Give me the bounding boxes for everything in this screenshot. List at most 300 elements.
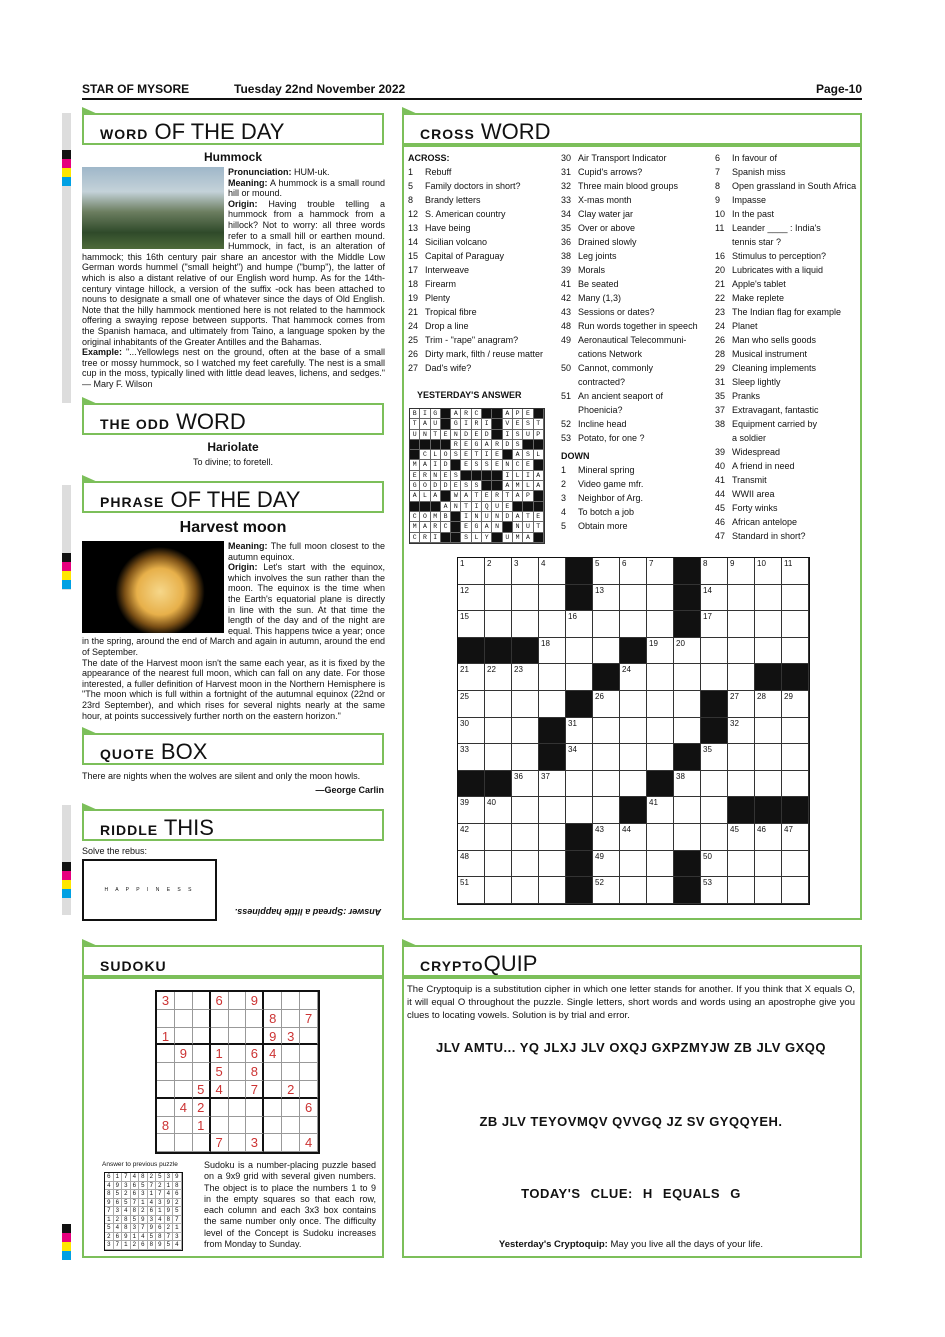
sudoku-cell[interactable]	[229, 1045, 247, 1063]
black-square	[458, 638, 485, 665]
sudoku-cell[interactable]	[264, 1117, 282, 1135]
crossword-cell[interactable]	[755, 585, 782, 612]
answer-cell: 5	[139, 1182, 148, 1191]
crossword-cell[interactable]: 51	[458, 877, 485, 904]
answer-cell: L	[513, 471, 523, 481]
example-label: Example:	[82, 347, 123, 358]
quote-text: There are nights when the wolves are silent and only the moon howls.	[82, 771, 361, 781]
sudoku-cell[interactable]	[157, 1045, 175, 1063]
crossword-cell[interactable]	[647, 744, 674, 771]
crossword-cell[interactable]	[782, 611, 809, 638]
crossword-cell[interactable]	[674, 718, 701, 745]
crossword-cell[interactable]	[701, 797, 728, 824]
crossword-cell[interactable]: 50	[701, 851, 728, 878]
crossword-cell[interactable]: 46	[755, 824, 782, 851]
crossword-cell[interactable]: 30	[458, 718, 485, 745]
sudoku-cell[interactable]	[300, 1081, 318, 1099]
crossword-cell[interactable]	[782, 851, 809, 878]
clue: 8 Open grassland in South Africa	[715, 181, 857, 191]
crossword-cell[interactable]: 44	[620, 824, 647, 851]
answer-cell: R	[472, 419, 482, 429]
crossword-cell[interactable]	[728, 877, 755, 904]
crossword-cell[interactable]	[755, 771, 782, 798]
clue: 36 Drained slowly	[561, 237, 637, 247]
crossword-cell[interactable]	[485, 744, 512, 771]
sudoku-cell[interactable]: 2	[193, 1099, 211, 1117]
crossword-cell[interactable]	[728, 851, 755, 878]
sudoku-cell[interactable]: 9	[264, 1028, 282, 1046]
clue: 37 Extravagant, fantastic	[715, 405, 819, 415]
sudoku-cell[interactable]: 3	[282, 1028, 300, 1046]
sudoku-cell[interactable]	[282, 1117, 300, 1135]
sudoku-cell[interactable]	[300, 1028, 318, 1046]
sudoku-cell[interactable]	[211, 1117, 229, 1135]
crossword-cell[interactable]	[701, 664, 728, 691]
answer-cell: O	[420, 481, 430, 491]
sudoku-cell[interactable]	[229, 1028, 247, 1046]
black-square	[512, 638, 539, 665]
crossword-grid[interactable]	[457, 557, 810, 905]
crossword-cell[interactable]: 43	[593, 824, 620, 851]
crossword-cell[interactable]	[782, 638, 809, 665]
sudoku-cell[interactable]: 6	[211, 992, 229, 1010]
sudoku-cell[interactable]	[300, 1063, 318, 1081]
crossword-cell[interactable]: 40	[485, 797, 512, 824]
crossword-cell[interactable]	[593, 771, 620, 798]
sudoku-cell[interactable]: 4	[211, 1081, 229, 1099]
crossword-cell[interactable]	[728, 771, 755, 798]
crossword-cell[interactable]: 25	[458, 691, 485, 718]
answer-cell: D	[503, 440, 513, 450]
sudoku-cell[interactable]	[282, 1134, 300, 1152]
sudoku-cell[interactable]	[229, 1063, 247, 1081]
crossword-cell[interactable]: 42	[458, 824, 485, 851]
sudoku-cell[interactable]	[229, 1099, 247, 1117]
sudoku-cell[interactable]	[246, 1117, 264, 1135]
sudoku-cell[interactable]: 4	[175, 1099, 193, 1117]
answer-cell: M	[410, 460, 420, 470]
sudoku-cell[interactable]: 5	[193, 1081, 211, 1099]
sudoku-cell[interactable]	[175, 1081, 193, 1099]
sudoku-cell[interactable]	[264, 1081, 282, 1099]
answer-cell: 9	[114, 1182, 123, 1191]
answer-cell: P	[523, 491, 533, 501]
crossword-cell[interactable]	[566, 771, 593, 798]
crossword-cell[interactable]	[674, 797, 701, 824]
crossword-cell[interactable]	[647, 824, 674, 851]
crossword-cell[interactable]	[539, 797, 566, 824]
answer-cell: L	[523, 481, 533, 491]
sudoku-cell[interactable]	[157, 1010, 175, 1028]
crossword-cell[interactable]: 14	[701, 585, 728, 612]
crossword-cell[interactable]	[593, 797, 620, 824]
crossword-cell[interactable]: 9	[728, 558, 755, 585]
answer-cell: 8	[156, 1233, 165, 1242]
crossword-cell[interactable]: 48	[458, 851, 485, 878]
crossword-cell[interactable]	[647, 611, 674, 638]
sudoku-cell[interactable]: 4	[300, 1134, 318, 1152]
crossword-cell[interactable]	[620, 718, 647, 745]
answer-cell: 3	[105, 1241, 114, 1250]
answer-cell: 1	[131, 1233, 140, 1242]
sudoku-cell[interactable]	[229, 992, 247, 1010]
answer-cell: A	[523, 533, 533, 543]
crossword-cell[interactable]	[566, 638, 593, 665]
answer-cell: I	[461, 512, 471, 522]
crossword-cell[interactable]: 38	[674, 771, 701, 798]
crossword-cell[interactable]	[485, 718, 512, 745]
sudoku-grid[interactable]	[155, 990, 320, 1154]
crossword-cell[interactable]	[566, 664, 593, 691]
answer-cell: E	[461, 460, 471, 470]
crossword-cell[interactable]	[728, 585, 755, 612]
answer-cell: E	[523, 460, 533, 470]
answer-cell: 8	[131, 1207, 140, 1216]
clue: 1 Rebuff	[408, 167, 452, 177]
crossword-cell[interactable]	[512, 611, 539, 638]
crossword-cell[interactable]: 33	[458, 744, 485, 771]
sudoku-cell[interactable]	[229, 1117, 247, 1135]
crossword-cell[interactable]	[512, 585, 539, 612]
answer-cell: 2	[148, 1173, 157, 1182]
sudoku-cell[interactable]	[264, 1099, 282, 1117]
sudoku-cell[interactable]	[157, 1063, 175, 1081]
crossword-cell[interactable]	[539, 691, 566, 718]
answer-cell	[451, 522, 461, 532]
answer-cell: I	[482, 450, 492, 460]
crossword-cell[interactable]: 27	[728, 691, 755, 718]
crossword-cell[interactable]	[701, 824, 728, 851]
crossword-cell[interactable]: 17	[701, 611, 728, 638]
crossword-cell[interactable]	[593, 718, 620, 745]
sudoku-cell[interactable]	[300, 992, 318, 1010]
answer-cell: N	[431, 471, 441, 481]
word-of-day-title	[82, 113, 384, 145]
crossword-cell[interactable]	[485, 585, 512, 612]
answer-cell: 9	[165, 1199, 174, 1208]
crossword-cell[interactable]	[755, 744, 782, 771]
crossword-cell[interactable]	[647, 691, 674, 718]
crossword-cell[interactable]: 18	[539, 638, 566, 665]
sudoku-cell[interactable]: 3	[157, 992, 175, 1010]
crossword-cell[interactable]: 24	[620, 664, 647, 691]
crossword-cell[interactable]	[755, 638, 782, 665]
crossword-cell[interactable]: 45	[728, 824, 755, 851]
answer-cell: 5	[156, 1173, 165, 1182]
quote-author: —George Carlin	[315, 785, 384, 795]
black-square	[674, 585, 701, 612]
sudoku-cell[interactable]	[175, 1028, 193, 1046]
crossword-cell[interactable]: 3	[512, 558, 539, 585]
crossword-cell[interactable]: 5	[593, 558, 620, 585]
crossword-cell[interactable]: 2	[485, 558, 512, 585]
sudoku-cell[interactable]: 2	[282, 1081, 300, 1099]
crossword-cell[interactable]	[782, 718, 809, 745]
crossword-cell[interactable]: 53	[701, 877, 728, 904]
answer-cell: S	[451, 471, 461, 481]
answer-cell: B	[410, 409, 420, 419]
crossword-cell[interactable]	[728, 611, 755, 638]
crossword-cell[interactable]	[647, 664, 674, 691]
crossword-cell[interactable]	[755, 718, 782, 745]
crossword-cell[interactable]: 4	[539, 558, 566, 585]
sudoku-cell[interactable]	[211, 1099, 229, 1117]
crossword-cell[interactable]: 20	[674, 638, 701, 665]
sudoku-cell[interactable]	[193, 992, 211, 1010]
sudoku-cell[interactable]: 8	[264, 1010, 282, 1028]
sudoku-cell[interactable]	[193, 1134, 211, 1152]
crossword-cell[interactable]: 41	[647, 797, 674, 824]
crossword-cell[interactable]	[512, 691, 539, 718]
crossword-cell[interactable]	[674, 691, 701, 718]
answer-cell: E	[523, 409, 533, 419]
answer-cell: 4	[105, 1182, 114, 1191]
crossword-cell[interactable]	[755, 851, 782, 878]
crossword-cell[interactable]	[674, 824, 701, 851]
title-small: QUOTE	[100, 746, 155, 762]
crossword-cell[interactable]	[728, 664, 755, 691]
crossword-cell[interactable]	[566, 797, 593, 824]
sudoku-cell[interactable]: 1	[157, 1028, 175, 1046]
answer-cell	[534, 440, 544, 450]
sudoku-cell[interactable]	[246, 1010, 264, 1028]
sudoku-cell[interactable]	[193, 1045, 211, 1063]
answer-cell: 7	[165, 1233, 174, 1242]
crossword-cell[interactable]: 36	[512, 771, 539, 798]
answer-cell: R	[451, 440, 461, 450]
crossword-cell[interactable]	[485, 877, 512, 904]
crossword-cell[interactable]: 12	[458, 585, 485, 612]
crossword-cell[interactable]	[782, 877, 809, 904]
crossword-cell[interactable]: 19	[647, 638, 674, 665]
crossword-cell[interactable]	[512, 851, 539, 878]
answer-cell: O	[420, 512, 430, 522]
answer-cell: I	[431, 533, 441, 543]
crossword-cell[interactable]: 1	[458, 558, 485, 585]
crossword-cell[interactable]	[674, 664, 701, 691]
sudoku-cell[interactable]	[282, 1010, 300, 1028]
odd-word-title	[82, 403, 384, 435]
sudoku-cell[interactable]: 6	[300, 1099, 318, 1117]
crossword-cell[interactable]	[701, 638, 728, 665]
sudoku-cell[interactable]: 9	[175, 1045, 193, 1063]
sudoku-cell[interactable]	[282, 1099, 300, 1117]
crossword-cell[interactable]: 11	[782, 558, 809, 585]
answer-cell: T	[523, 512, 533, 522]
crossword-cell[interactable]	[539, 877, 566, 904]
crossword-cell[interactable]	[620, 585, 647, 612]
crossword-cell[interactable]	[620, 877, 647, 904]
sudoku-cell[interactable]: 7	[300, 1010, 318, 1028]
sudoku-cell[interactable]	[300, 1117, 318, 1135]
across-col1	[408, 151, 558, 375]
crossword-cell[interactable]	[647, 585, 674, 612]
sudoku-cell[interactable]	[175, 1063, 193, 1081]
crossword-cell[interactable]: 13	[593, 585, 620, 612]
crossword-cell[interactable]	[647, 877, 674, 904]
crossword-cell[interactable]	[485, 691, 512, 718]
sudoku-cell[interactable]	[264, 992, 282, 1010]
crossword-cell[interactable]	[782, 585, 809, 612]
sudoku-cell[interactable]	[229, 1134, 247, 1152]
sudoku-cell[interactable]: 7	[211, 1134, 229, 1152]
answer-cell: 9	[105, 1199, 114, 1208]
sudoku-cell[interactable]	[211, 1010, 229, 1028]
crossword-cell[interactable]: 32	[728, 718, 755, 745]
sudoku-cell[interactable]: 8	[246, 1063, 264, 1081]
sudoku-cell[interactable]	[193, 1063, 211, 1081]
answer-cell: A	[534, 481, 544, 491]
crossword-cell[interactable]	[620, 851, 647, 878]
sudoku-cell[interactable]	[229, 1010, 247, 1028]
clue: 12 S. American country	[408, 209, 506, 219]
answer-cell	[410, 440, 420, 450]
sudoku-cell[interactable]: 1	[211, 1045, 229, 1063]
clue: 19 Plenty	[408, 293, 451, 303]
answer-cell: 3	[148, 1216, 157, 1225]
answer-cell: R	[431, 522, 441, 532]
sudoku-cell[interactable]	[282, 992, 300, 1010]
crossword-cell[interactable]: 39	[458, 797, 485, 824]
crossword-cell[interactable]	[782, 771, 809, 798]
answer-cell: D	[461, 430, 471, 440]
sudoku-cell[interactable]: 7	[246, 1081, 264, 1099]
crossword-cell[interactable]: 6	[620, 558, 647, 585]
answer-cell: 7	[131, 1199, 140, 1208]
sudoku-cell[interactable]	[175, 1117, 193, 1135]
crossword-cell[interactable]	[539, 664, 566, 691]
crossword-cell[interactable]: 26	[593, 691, 620, 718]
answer-cell: E	[461, 450, 471, 460]
across-col2	[561, 151, 711, 533]
crossword-cell[interactable]	[512, 797, 539, 824]
sudoku-cell[interactable]: 9	[246, 992, 264, 1010]
sudoku-cell[interactable]	[193, 1028, 211, 1046]
crossword-cell[interactable]	[593, 744, 620, 771]
answer-cell: 8	[122, 1216, 131, 1225]
sudoku-cell[interactable]	[246, 1028, 264, 1046]
crossword-cell[interactable]: 37	[539, 771, 566, 798]
crossword-cell[interactable]: 49	[593, 851, 620, 878]
crossword-cell[interactable]	[593, 611, 620, 638]
crossword-cell[interactable]: 35	[701, 744, 728, 771]
crossword-cell[interactable]: 29	[782, 691, 809, 718]
crossword-cell[interactable]	[539, 611, 566, 638]
sudoku-cell[interactable]: 3	[246, 1134, 264, 1152]
sudoku-cell[interactable]	[246, 1099, 264, 1117]
crossword-cell[interactable]	[755, 877, 782, 904]
crossword-cell[interactable]	[512, 877, 539, 904]
crossword-cell[interactable]: 22	[485, 664, 512, 691]
answer-cell: 1	[165, 1182, 174, 1191]
clue: 4 To botch a job	[561, 507, 635, 517]
crossword-cell[interactable]	[701, 771, 728, 798]
meaning-label: Meaning:	[228, 177, 268, 188]
crossword-cell[interactable]: 28	[755, 691, 782, 718]
crossword-cell[interactable]: 23	[512, 664, 539, 691]
sudoku-cell[interactable]	[175, 1010, 193, 1028]
clue: 52 Incline head	[561, 419, 627, 429]
crossword-cell[interactable]	[782, 744, 809, 771]
crossword-cell[interactable]	[539, 585, 566, 612]
answer-cell: U	[523, 522, 533, 532]
crossword-cell[interactable]: 21	[458, 664, 485, 691]
answer-cell: V	[503, 419, 513, 429]
sudoku-cell[interactable]: 1	[193, 1117, 211, 1135]
crossword-cell[interactable]	[512, 824, 539, 851]
answer-cell: 1	[173, 1224, 182, 1233]
crossword-cell[interactable]	[593, 638, 620, 665]
crossword-cell[interactable]: 52	[593, 877, 620, 904]
answer-cell: R	[420, 533, 430, 543]
answer-cell: 2	[105, 1233, 114, 1242]
crossword-cell[interactable]	[728, 638, 755, 665]
crossword-cell[interactable]	[512, 744, 539, 771]
crossword-cell[interactable]: 8	[701, 558, 728, 585]
sudoku-cell[interactable]: 5	[211, 1063, 229, 1081]
sudoku-cell[interactable]	[211, 1028, 229, 1046]
sudoku-cell[interactable]	[282, 1045, 300, 1063]
sudoku-cell[interactable]	[157, 1099, 175, 1117]
answer-cell	[461, 471, 471, 481]
crossword-cell[interactable]	[485, 851, 512, 878]
sudoku-cell[interactable]	[175, 992, 193, 1010]
sudoku-cell[interactable]	[229, 1081, 247, 1099]
crossword-cell[interactable]	[485, 824, 512, 851]
crossword-cell[interactable]: 10	[755, 558, 782, 585]
crossword-cell[interactable]	[512, 718, 539, 745]
answer-cell: E	[441, 471, 451, 481]
crossword-cell[interactable]	[539, 851, 566, 878]
crossword-cell[interactable]	[485, 611, 512, 638]
black-square	[566, 851, 593, 878]
crossword-cell[interactable]: 47	[782, 824, 809, 851]
sudoku-cell[interactable]: 8	[157, 1117, 175, 1135]
answer-cell: A	[513, 450, 523, 460]
sudoku-cell[interactable]: 4	[264, 1045, 282, 1063]
sudoku-cell[interactable]: 6	[246, 1045, 264, 1063]
crossword-cell[interactable]	[539, 824, 566, 851]
crossword-cell[interactable]: 15	[458, 611, 485, 638]
sudoku-cell[interactable]	[264, 1063, 282, 1081]
crossword-cell[interactable]	[647, 851, 674, 878]
sudoku-cell[interactable]	[282, 1063, 300, 1081]
sudoku-cell[interactable]	[300, 1045, 318, 1063]
clue: 2 Video game mfr.	[561, 479, 644, 489]
crossword-cell[interactable]: 34	[566, 744, 593, 771]
answer-cell: Y	[482, 533, 492, 543]
crossword-cell[interactable]	[647, 718, 674, 745]
crossword-cell[interactable]	[620, 611, 647, 638]
sudoku-cell[interactable]	[175, 1134, 193, 1152]
crossword-cell[interactable]: 31	[566, 718, 593, 745]
answer-cell: T	[461, 502, 471, 512]
crossword-cell[interactable]: 16	[566, 611, 593, 638]
crossword-cell[interactable]: 7	[647, 558, 674, 585]
crossword-cell[interactable]	[755, 611, 782, 638]
crossword-cell[interactable]	[728, 744, 755, 771]
sudoku-cell[interactable]	[157, 1134, 175, 1152]
sudoku-cell[interactable]	[157, 1081, 175, 1099]
crossword-cell[interactable]	[620, 744, 647, 771]
riddle-prompt: Solve the rebus:	[82, 846, 148, 856]
sudoku-cell[interactable]	[193, 1010, 211, 1028]
answer-cell: C	[472, 409, 482, 419]
crossword-cell[interactable]	[620, 691, 647, 718]
crossword-cell[interactable]	[620, 771, 647, 798]
answer-cell: 9	[122, 1233, 131, 1242]
sudoku-cell[interactable]	[264, 1134, 282, 1152]
